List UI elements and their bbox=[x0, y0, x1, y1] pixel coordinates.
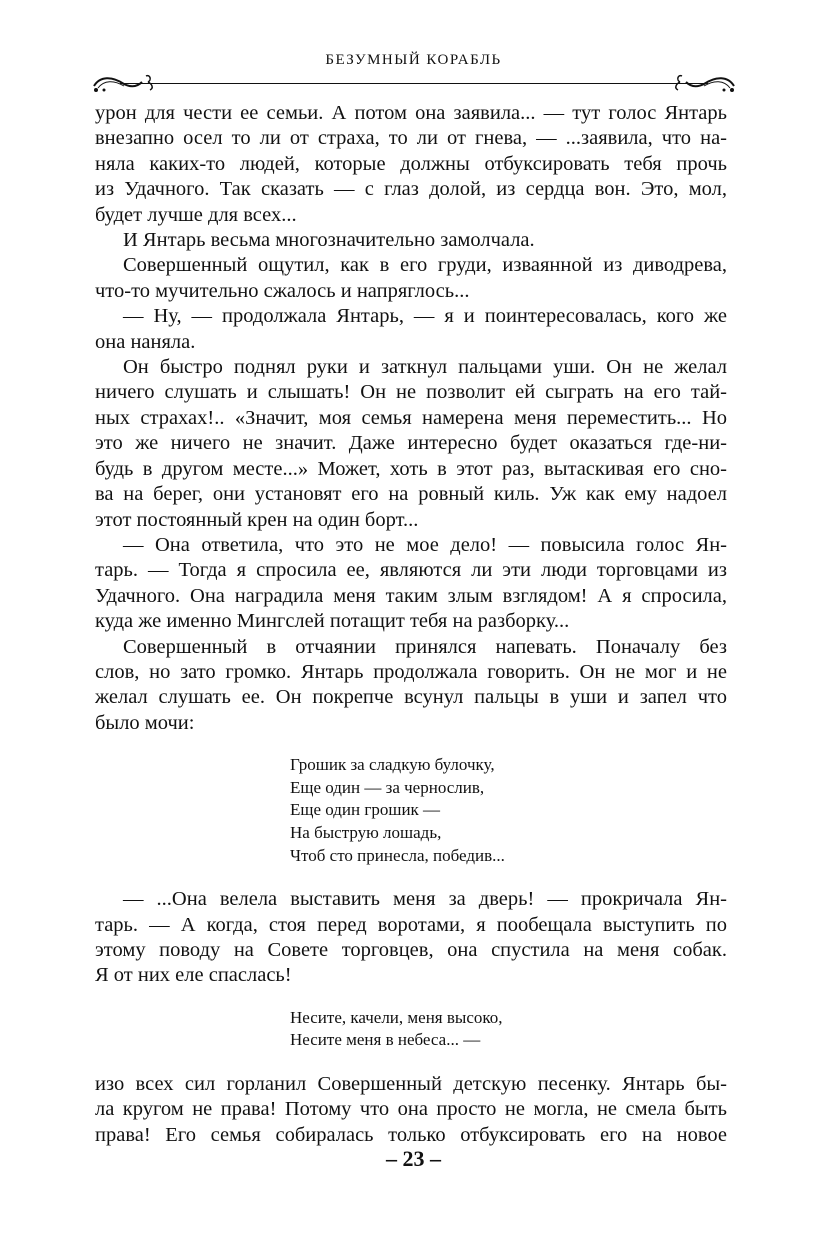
text-line: — ...Она велела выставить меня за дверь! — прокричала Ян- bbox=[123, 888, 727, 911]
text-line: желал слушать ее. Он покрепче всунул пальцы в уши и запел что bbox=[95, 686, 727, 709]
text-line: Удачного. Она наградила меня таким злым взглядом! А я спросила, bbox=[95, 584, 727, 607]
text-line: это же ничего не значит. Даже интересно будет оказаться где-ни- bbox=[95, 432, 727, 455]
text-line: было мочи: bbox=[95, 711, 195, 734]
text-line: Я от них еле спаслась! bbox=[95, 964, 292, 987]
text-line: — Она ответила, что это не мое дело! — повысила голос Ян- bbox=[123, 533, 727, 556]
text-line: ла кругом не права! Потому что она просто не могла, не смела быть bbox=[95, 1098, 727, 1121]
paragraph bbox=[95, 101, 727, 228]
text-line: куда же именно Мингслей потащит тебя на разборку... bbox=[95, 610, 570, 633]
body-text bbox=[95, 101, 727, 1148]
paragraph bbox=[95, 304, 727, 355]
text-line: слов, но зато громко. Янтарь продолжала говорить. Он не мог и не bbox=[95, 660, 727, 683]
paragraph bbox=[95, 887, 727, 989]
flourish-right-icon bbox=[668, 68, 738, 94]
text-line: урон для чести ее семьи. А потом она заявила... — тут голос Янтарь bbox=[95, 102, 727, 124]
verse-line: Чтоб сто принесла, победив... bbox=[290, 845, 505, 865]
paragraph bbox=[95, 228, 727, 253]
text-line: этот постоянный крен на один борт... bbox=[95, 508, 419, 531]
text-line: тарь. — А когда, стоя перед воротами, я пообещала выступить по bbox=[95, 913, 727, 936]
text-line: — Ну, — продолжала Янтарь, — я и поинтересовалась, кого же bbox=[123, 305, 727, 328]
text-line: И Янтарь весьма многозначительно замолчала. bbox=[123, 229, 535, 252]
text-line: Совершенный ощутил, как в его груди, изваянной из диводрева, bbox=[123, 254, 727, 277]
paragraph bbox=[95, 1072, 727, 1148]
text-line: внезапно осел то ли от страха, то ли от гнева, — ...заявила, что на- bbox=[95, 127, 727, 150]
paragraph bbox=[95, 635, 727, 737]
verse-line: Еще один — за чернослив, bbox=[290, 777, 485, 797]
text-line: изо всех сил горланил Совершенный детскую песенку. Янтарь бы- bbox=[95, 1072, 727, 1095]
text-line: она наняла. bbox=[95, 330, 196, 353]
paragraph bbox=[95, 253, 727, 304]
text-line: ных страхах!.. «Значит, моя семья намерена меня переместить... Но bbox=[95, 406, 727, 429]
text-line: ничего слушать и слышать! Он не позволит ей сыграть на его тай- bbox=[95, 381, 727, 404]
text-line: ва на берег, они установят его на ровный киль. Уж как ему надоел bbox=[95, 483, 727, 506]
verse-line: На быструю лошадь, bbox=[290, 822, 442, 842]
verse-line: Несите меня в небеса... — bbox=[290, 1030, 481, 1050]
header-rule bbox=[120, 83, 708, 84]
text-line: из Удачного. Так сказать — с глаз долой, из сердца вон. Это, мол, bbox=[95, 178, 727, 201]
text-line: что-то мучительно сжалось и напряглось... bbox=[95, 279, 470, 302]
verse-line: Несите, качели, меня высоко, bbox=[290, 1007, 503, 1027]
text-line: будет лучше для всех... bbox=[95, 203, 297, 226]
paragraph bbox=[95, 355, 727, 533]
page-number: – 23 – bbox=[386, 1146, 441, 1171]
text-line: права! Его семья собиралась только отбуксировать его на новое bbox=[95, 1123, 727, 1146]
verse-block bbox=[290, 1007, 727, 1052]
text-line: этому поводу на Совете торговцев, она спустила на меня собак. bbox=[95, 938, 727, 961]
running-head-title: БЕЗУМНЫЙ КОРАБЛЬ bbox=[325, 52, 502, 68]
text-line: няла каких-то людей, которые должны отбуксировать тебя прочь bbox=[95, 152, 727, 175]
text-line: будь в другом месте...» Может, хоть в этот раз, вытаскивая его сно- bbox=[95, 457, 727, 480]
verse-line: Грошик за сладкую булочку, bbox=[290, 755, 495, 775]
text-line: Совершенный в отчаянии принялся напевать. Поначалу без bbox=[123, 635, 727, 658]
verse-block bbox=[290, 754, 727, 867]
paragraph bbox=[95, 533, 727, 635]
text-line: Он быстро поднял руки и заткнул пальцами уши. Он не желал bbox=[123, 356, 727, 379]
text-line: тарь. — Тогда я спросила ее, являются ли эти люди торговцами из bbox=[95, 559, 727, 582]
verse-line: Еще один грошик — bbox=[290, 800, 441, 820]
flourish-left-icon bbox=[90, 68, 160, 94]
